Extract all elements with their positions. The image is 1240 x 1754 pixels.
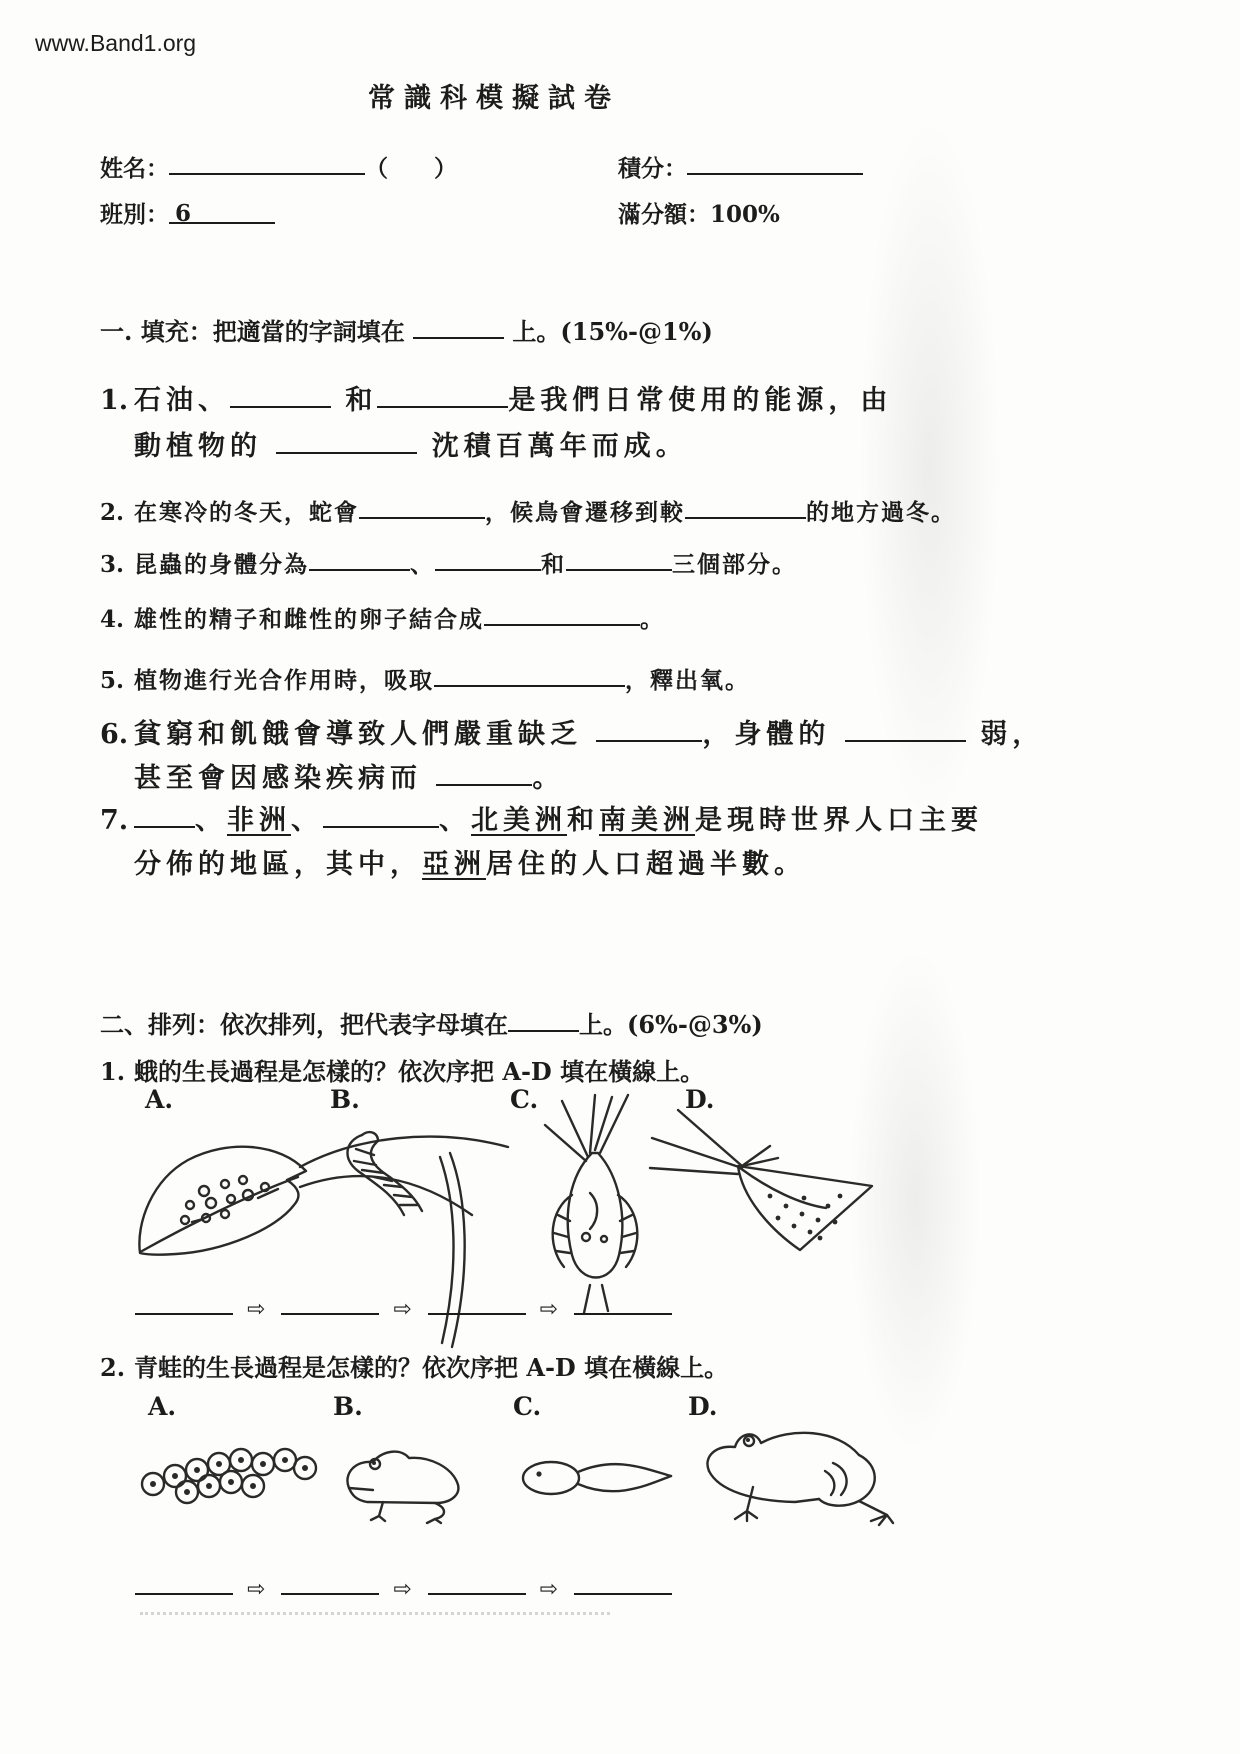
blank-line (596, 714, 702, 742)
question-number: 3. (100, 551, 125, 578)
text-segment: 居住的人口超過半數。 (486, 849, 806, 880)
question-number: 2. (100, 1353, 126, 1382)
question-line (100, 378, 892, 417)
text-segment: 。 (640, 606, 665, 633)
option-label-a: A. (145, 1085, 174, 1114)
blank-line (134, 800, 195, 828)
right-arrow-icon: ⇨ (539, 1296, 560, 1322)
question-number: 7. (100, 805, 129, 836)
question-number: 5. (100, 667, 125, 694)
class-field (100, 196, 275, 229)
text-segment: 。 (532, 763, 565, 794)
question-number: 1. (100, 385, 129, 416)
blank-line (135, 1571, 233, 1595)
question-line (100, 546, 797, 579)
text-segment: 和 (331, 385, 378, 416)
right-arrow-icon: ⇨ (393, 1296, 414, 1322)
option-label-d: D. (688, 1392, 718, 1421)
blank-line (687, 151, 863, 175)
option-label-d: D. (685, 1085, 715, 1114)
text-segment: 三個部分。 (672, 551, 797, 578)
right-arrow-icon: ⇨ (247, 1296, 268, 1322)
text-segment: 滿分額： (618, 201, 710, 228)
underlined-text: 北美洲 (471, 805, 567, 836)
question-text (134, 385, 892, 416)
text-segment: 在寒冷的冬天，蛇會 (134, 499, 359, 526)
blank-line (323, 800, 439, 828)
adult-frog-drawing (695, 1415, 895, 1530)
blank-line (685, 495, 806, 519)
blank-line (566, 547, 672, 571)
option-label-b: B. (333, 1392, 363, 1421)
blank-line (428, 1291, 526, 1315)
question-line (100, 1348, 728, 1383)
text-segment: 沈積百萬年而成。 (417, 431, 688, 462)
question-number: 4. (100, 606, 125, 633)
question-number: 6. (100, 719, 129, 750)
underlined-text: 非洲 (227, 805, 291, 836)
text-segment: ，身體的 (702, 719, 845, 750)
blank-line (428, 1571, 526, 1595)
text-segment: 雄性的精子和雌性的卵子結合成 (134, 606, 484, 633)
text-segment: 分佈的地區，其中， (134, 849, 422, 880)
text-segment: 上。(6%-@3%) (579, 1010, 763, 1039)
blank-line (413, 314, 504, 339)
text-segment: 動植物的 (134, 431, 277, 462)
question-text: 青蛙的生長過程是怎樣的？依次序把 A-D 填在橫線上。 (134, 1353, 729, 1382)
score-field (618, 150, 863, 183)
text-segment: 班別： (100, 201, 169, 228)
froglet-drawing (335, 1440, 470, 1525)
fullscore-field (618, 196, 780, 229)
frog-eggs-drawing (135, 1432, 320, 1517)
scan-artifact-line (140, 1612, 610, 1615)
question-number: 2. (100, 499, 125, 526)
text-segment: 是現時世界人口主要 (695, 805, 983, 836)
adult-moth-drawing (650, 1110, 885, 1270)
question-text (134, 607, 665, 633)
question-text (134, 805, 983, 836)
page-title: 常識科模擬試卷 (368, 83, 620, 114)
question-line (100, 712, 1044, 751)
section2-heading (100, 1005, 763, 1040)
question-number: 1. (100, 1057, 126, 1086)
text-segment: 貧窮和飢餓會導致人們嚴重缺乏 (134, 719, 597, 750)
text-segment: 、 (195, 805, 227, 836)
blank-line (434, 663, 625, 687)
text-segment: 二、排列：依次排列，把代表字母填在 (100, 1010, 508, 1039)
text-segment: 、 (291, 805, 323, 836)
blank-line (230, 380, 331, 408)
text-segment: 100% (710, 201, 780, 228)
question-text: 蛾的生長過程是怎樣的？依次序把 A-D 填在橫線上。 (134, 1057, 705, 1086)
blank-line (276, 426, 417, 454)
blank-line (281, 1571, 379, 1595)
text-segment: 和 (541, 551, 566, 578)
question-line (134, 842, 806, 881)
text-segment: 、 (410, 551, 435, 578)
text-segment: 弱， (965, 719, 1045, 750)
blank-line (377, 380, 508, 408)
blank-line (309, 547, 410, 571)
blank-line (484, 602, 640, 626)
blank-line (435, 547, 541, 571)
question-line (100, 494, 956, 527)
option-label-a: A. (148, 1392, 177, 1421)
question-line (134, 424, 688, 463)
eggs-on-leaf-drawing (130, 1135, 315, 1275)
blank-line (574, 1571, 672, 1595)
text-segment: 一. 填充：把適當的字詞填在 (100, 317, 414, 346)
section1-heading (100, 312, 713, 347)
option-label-b: B. (330, 1085, 360, 1114)
blank-line (845, 714, 966, 742)
blank-line (574, 1291, 672, 1315)
text-segment: 植物進行光合作用時，吸取 (134, 667, 434, 694)
text-segment: 積分： (618, 155, 687, 182)
text-segment: 上。(15%-@1%) (504, 317, 713, 346)
text-segment: （ ） (365, 155, 457, 182)
text-segment: 的地方過冬。 (806, 499, 956, 526)
text-segment: 和 (567, 805, 599, 836)
question-text (134, 719, 1044, 750)
question-line (100, 662, 750, 695)
option-label-c: C. (513, 1392, 542, 1421)
question-text (134, 500, 956, 526)
text-segment: 昆蟲的身體分為 (134, 551, 309, 578)
question-line (100, 798, 983, 837)
right-arrow-icon: ⇨ (539, 1576, 560, 1602)
blank-line (436, 758, 532, 786)
answer-sequence-row (135, 1572, 672, 1602)
question-text (134, 668, 750, 694)
text-segment: ，釋出氧。 (625, 667, 750, 694)
right-arrow-icon: ⇨ (247, 1576, 268, 1602)
question-line (100, 1052, 704, 1087)
watermark-url: www.Band1.org (35, 30, 197, 56)
name-field (100, 150, 457, 183)
option-label-c: C. (510, 1085, 539, 1114)
text-segment: 是我們日常使用的能源，由 (508, 385, 893, 416)
underlined-text: 南美洲 (599, 805, 695, 836)
blank-line (281, 1291, 379, 1315)
question-text (134, 552, 797, 578)
blank-line: 6 (169, 200, 275, 224)
question-line (134, 756, 564, 795)
text-segment: 甚至會因感染疾病而 (134, 763, 437, 794)
text-segment: 石油、 (134, 385, 230, 416)
answer-sequence-row (135, 1292, 672, 1322)
blank-line (508, 1007, 579, 1032)
text-segment: 、 (439, 805, 471, 836)
blank-line (135, 1291, 233, 1315)
underlined-text: 亞洲 (422, 849, 486, 880)
question-line (100, 601, 665, 634)
tadpole-drawing (515, 1448, 675, 1508)
right-arrow-icon: ⇨ (393, 1576, 414, 1602)
blank-line (359, 495, 485, 519)
text-segment: 姓名： (100, 155, 169, 182)
blank-line (169, 151, 365, 175)
text-segment: ，候鳥會遷移到較 (485, 499, 685, 526)
